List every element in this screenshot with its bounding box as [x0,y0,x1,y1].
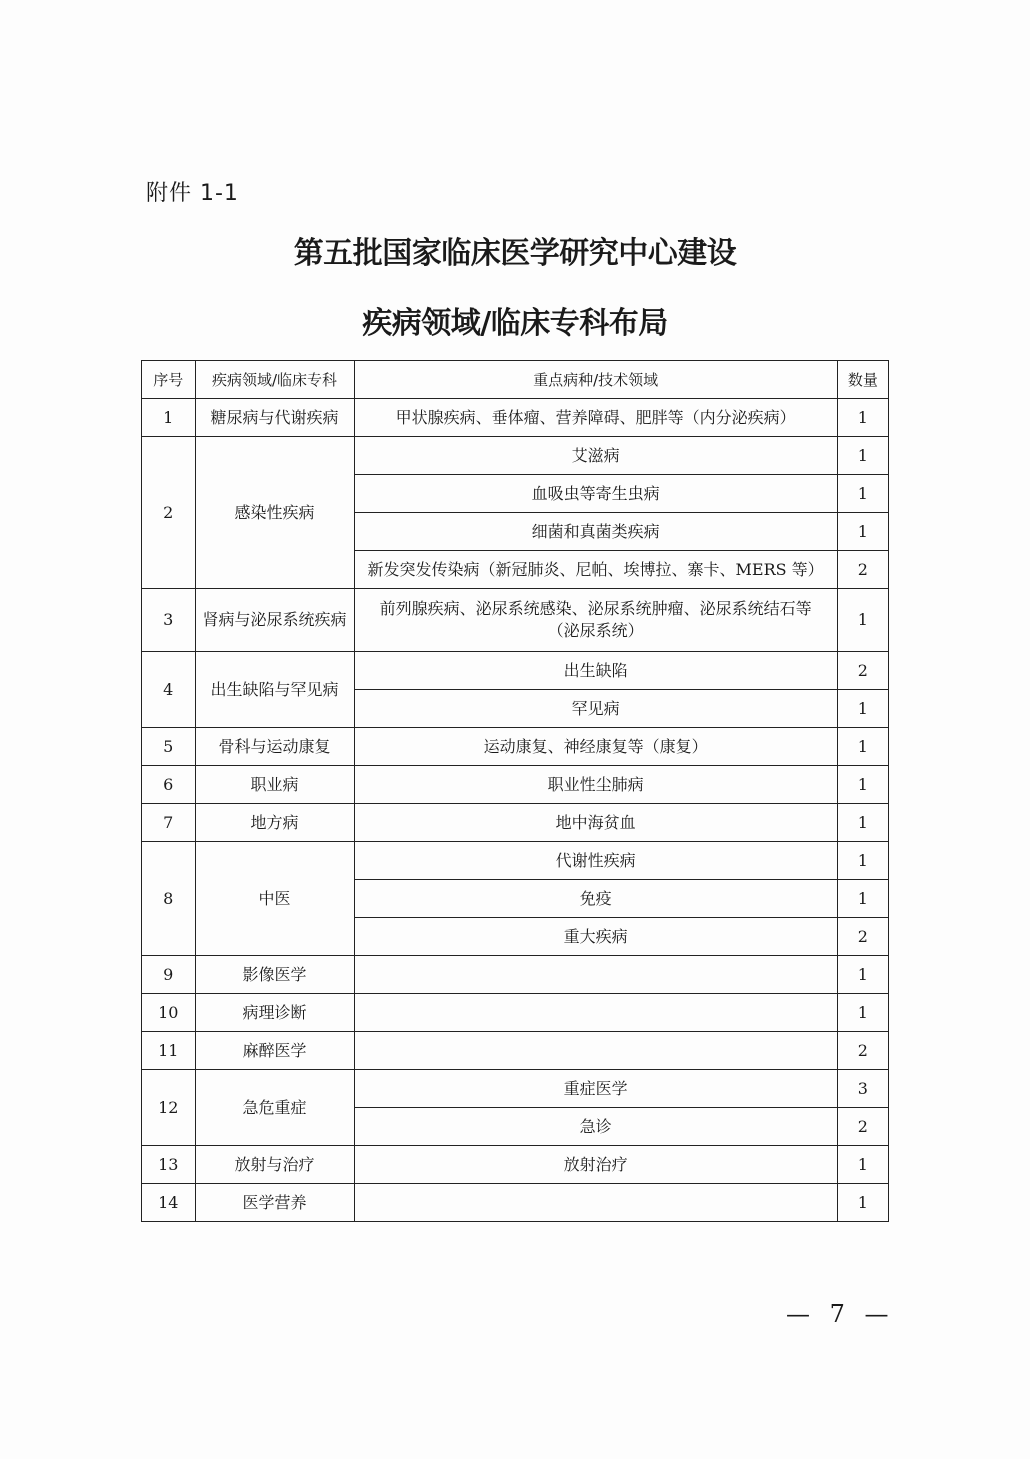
row-topic [354,1032,837,1070]
layout-table [141,360,889,1222]
table-row [142,804,889,842]
row-no: 9 [142,956,196,994]
header-field: 疾病领域/临床专科 [195,361,354,399]
row-topic: 运动康复、神经康复等（康复） [354,728,837,766]
row-topic: 急诊 [354,1108,837,1146]
row-no: 1 [142,399,196,437]
row-topic: 甲状腺疾病、垂体瘤、营养障碍、肥胖等（内分泌疾病） [354,399,837,437]
row-topic: 放射治疗 [354,1146,837,1184]
row-count: 1 [837,956,888,994]
table-header-row [142,361,889,399]
row-count: 3 [837,1070,888,1108]
row-count: 2 [837,1108,888,1146]
row-topic: 地中海贫血 [354,804,837,842]
row-count: 1 [837,1146,888,1184]
header-no: 序号 [142,361,196,399]
row-field: 急危重症 [195,1070,354,1146]
table-row [142,956,889,994]
table-row [142,1146,889,1184]
row-field: 骨科与运动康复 [195,728,354,766]
row-no: 5 [142,728,196,766]
row-topic: 免疫 [354,880,837,918]
row-no: 13 [142,1146,196,1184]
row-topic: 出生缺陷 [354,652,837,690]
row-topic-line1: 前列腺疾病、泌尿系统感染、泌尿系统肿瘤、泌尿系统结石等 [379,599,812,618]
table-row [142,437,889,475]
table-row [142,842,889,880]
row-field: 放射与治疗 [195,1146,354,1184]
row-field: 出生缺陷与罕见病 [195,652,354,728]
row-count: 1 [837,880,888,918]
row-topic: 血吸虫等寄生虫病 [354,475,837,513]
row-topic [354,994,837,1032]
table-row [142,1032,889,1070]
row-topic: 艾滋病 [354,437,837,475]
row-no: 2 [142,437,196,589]
row-topic: 重大疾病 [354,918,837,956]
row-count: 1 [837,690,888,728]
row-no: 8 [142,842,196,956]
row-no: 10 [142,994,196,1032]
row-no: 3 [142,589,196,652]
row-topic [354,1184,837,1222]
row-count: 1 [837,766,888,804]
row-no: 11 [142,1032,196,1070]
table-row [142,1070,889,1108]
row-no: 12 [142,1070,196,1146]
row-field: 病理诊断 [195,994,354,1032]
row-no: 14 [142,1184,196,1222]
row-no: 4 [142,652,196,728]
row-no: 7 [142,804,196,842]
page-number: — 7 — [786,1300,895,1328]
row-count: 1 [837,399,888,437]
row-count: 1 [837,589,888,652]
row-topic [354,956,837,994]
table-row [142,766,889,804]
row-count: 2 [837,1032,888,1070]
row-count: 1 [837,842,888,880]
table-row [142,652,889,690]
row-topic-line2: （泌尿系统） [547,621,644,640]
row-topic: 职业性尘肺病 [354,766,837,804]
row-count: 1 [837,475,888,513]
row-field: 影像医学 [195,956,354,994]
row-field: 职业病 [195,766,354,804]
row-topic: 代谢性疾病 [354,842,837,880]
row-field: 医学营养 [195,1184,354,1222]
row-count: 1 [837,1184,888,1222]
row-field: 地方病 [195,804,354,842]
header-count: 数量 [837,361,888,399]
row-count: 1 [837,994,888,1032]
table-row [142,1184,889,1222]
row-count: 2 [837,551,888,589]
row-count: 1 [837,804,888,842]
row-field: 糖尿病与代谢疾病 [195,399,354,437]
row-topic: 细菌和真菌类疾病 [354,513,837,551]
row-count: 2 [837,918,888,956]
table-row [142,589,889,652]
table-row [142,994,889,1032]
header-topic: 重点病种/技术领域 [354,361,837,399]
row-field: 麻醉医学 [195,1032,354,1070]
row-topic: 新发突发传染病（新冠肺炎、尼帕、埃博拉、寨卡、MERS 等） [354,551,837,589]
row-no: 6 [142,766,196,804]
row-field: 中医 [195,842,354,956]
row-topic: 罕见病 [354,690,837,728]
table-row [142,728,889,766]
row-count: 2 [837,652,888,690]
row-topic [354,589,837,652]
row-topic: 重症医学 [354,1070,837,1108]
document-title-line1: 第五批国家临床医学研究中心建设 [293,236,737,271]
row-field: 感染性疾病 [195,437,354,589]
row-count: 1 [837,728,888,766]
row-count: 1 [837,437,888,475]
document-title-line2: 疾病领域/临床专科布局 [362,306,668,341]
attachment-label: 附件 1-1 [146,181,239,206]
row-count: 1 [837,513,888,551]
row-field: 肾病与泌尿系统疾病 [195,589,354,652]
table-row [142,399,889,437]
